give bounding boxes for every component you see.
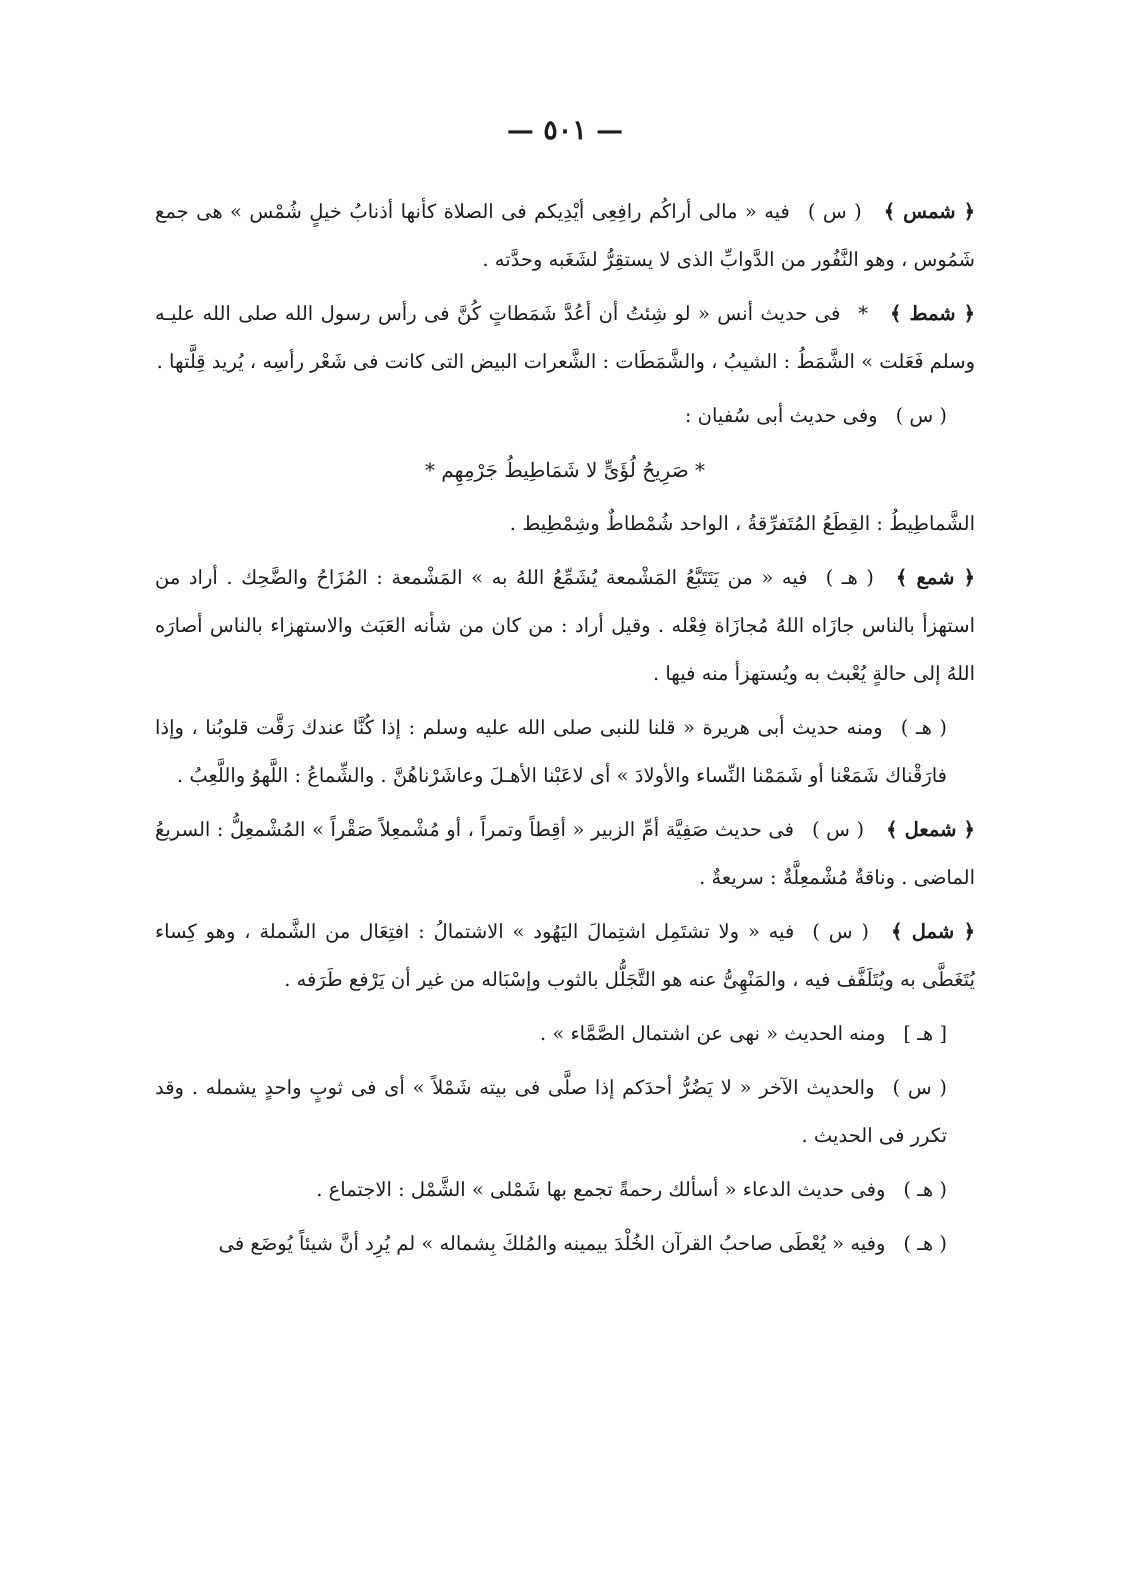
source-marker: ( هـ ) xyxy=(903,1232,947,1255)
dictionary-entry xyxy=(155,908,975,1004)
dictionary-entry xyxy=(155,500,975,548)
entry-text: فى حديث صَفِيَّة أمِّ الزبير « أقِطاً وتمراً ، أو مُشْمعِلاً صَقْراً » المُشْمعِلُّ : السريعُ الماضى . وناقةٌ مُشْمعِلَّةٌ : سريعةٌ . xyxy=(155,818,975,889)
entry-text: الشَّماطِيطُ : القِطَعُ المُتَفرِّقةُ ، الواحد شُمْطاطٌ وشِمْطِيط . xyxy=(509,512,975,535)
source-marker: ( س ) xyxy=(892,1076,947,1099)
source-marker: ( س ) xyxy=(812,818,865,841)
entry-headword: ﴿ شمط ﴾ xyxy=(890,302,975,325)
dictionary-entry xyxy=(155,290,975,386)
dictionary-entries xyxy=(155,188,975,1268)
entry-text: وفيه « يُعْطَى صاحبُ القرآن الخُلْدَ بيمينه والمُلكَ بِشماله » لم يُرِد أنَّ شيئاً يُوضَع فى xyxy=(218,1232,886,1255)
dictionary-entry xyxy=(155,1220,975,1268)
page-number: — ٥٠١ — xyxy=(506,115,624,146)
dictionary-entry xyxy=(155,392,975,440)
dictionary-entry xyxy=(155,188,975,284)
source-marker: ( هـ ) xyxy=(900,716,947,739)
dictionary-entry xyxy=(155,806,975,902)
dictionary-entry xyxy=(155,554,975,698)
entry-text: فيه « من يَتَتَبَّعُ المَشْمعة يُشَمِّعُ اللهُ به » المَشْمعة : المُزَاحُ والضَّحِك . أراد من استهزأ بالناس جازَاه اللهُ مُجازَاة فِعْله . وقيل أراد : من كان من شأنه العَبَث والاستهزاء بالناس أصارَه اللهُ إلى حالةٍ يُعْبث به ويُستهزأ منه فيها . xyxy=(155,566,975,685)
dictionary-entry xyxy=(155,1010,975,1058)
poetry-verse: * صَرِيحُ لُؤَىٍّ لا شَمَاطِيطُ جَرْمِهِم * xyxy=(424,458,706,482)
entry-headword: ﴿ شمعل ﴾ xyxy=(886,818,975,841)
entry-headword: ﴿ شمع ﴾ xyxy=(895,566,976,589)
dictionary-entry xyxy=(155,1166,975,1214)
entry-text: فيه « ولا تشتَمِل اشتِمالَ اليَهُود » الاشتمالُ : افتِعَال من الشَّملة ، وهو كِساء يُتَغَطَّى به ويُتَلَفَّف فيه ، والمَنْهِىُّ عنه هو التَّجَلُّل بالثوب وإسْبَاله من غير أن يَرْفع طَرَفه . xyxy=(155,920,975,991)
entry-text: وفى حديث الدعاء « أسألك رحمةً تجمع بها شَمْلى » الشَّمْل : الاجتماع . xyxy=(316,1178,886,1201)
source-marker: ( هـ ) xyxy=(903,1178,947,1201)
source-marker: * xyxy=(858,302,869,325)
entry-headword: ﴿ شمس ﴾ xyxy=(883,200,975,223)
entry-text: والحديث الآخر « لا يَضُرُّ أحدَكم إذا صلَّى فى بيته شَمْلاً » أى فى ثوبٍ واحدٍ يشمله . وقد تكرر فى الحديث . xyxy=(155,1076,947,1147)
entry-headword: ﴿ شمل ﴾ xyxy=(890,920,975,943)
source-marker: ( هـ ) xyxy=(825,566,874,589)
entry-text: ومنه حديث أبى هريرة « قلنا للنبى صلى الله عليه وسلم : إذا كُنَّا عندك رَقَّت قلوبُنا ، وإذا فارَقْناك شَمَعْنا أو شَمَمْنا النِّساء والأولادَ » أى لاعَبْنا الأهـلَ وعاشَرْناهُنَّ . والشِّماعُ : اللَّهوُ واللَّعِبُ . xyxy=(155,716,947,787)
dictionary-entry xyxy=(155,1064,975,1160)
source-marker: ( س ) xyxy=(895,404,947,427)
entry-text: وفى حديث أبى سُفيان : xyxy=(684,404,878,427)
entry-text: فيه « مالى أراكُم رافِعِى أيْدِيكم فى الصلاة كأنها أذنابُ خيلٍ شُمْس » هى جمع شَمُوس ، وهو النَّفُور من الدَّوابِّ الذى لا يستقِرُّ لشَغَبه وحدَّته . xyxy=(155,200,975,271)
entry-text: ومنه الحديث « نهى عن اشتمال الصَّمَّاء » . xyxy=(539,1022,886,1045)
entry-text: فى حديث أنس « لو شِئتُ أن أعُدَّ شَمَطاتٍ كُنَّ فى رأس رسول الله صلى الله عليـه وسلم فَعَلت » الشَّمَطُ : الشيبُ ، والشَّمَطَات : الشَّعرات البيض التى كانت فى شَعْر رأسِه ، يُريد قِلَّتها . xyxy=(155,302,975,373)
source-marker: ( س ) xyxy=(807,200,862,223)
source-marker: ( س ) xyxy=(812,920,869,943)
dictionary-entry xyxy=(155,704,975,800)
source-marker: [ هـ ] xyxy=(903,1022,947,1045)
